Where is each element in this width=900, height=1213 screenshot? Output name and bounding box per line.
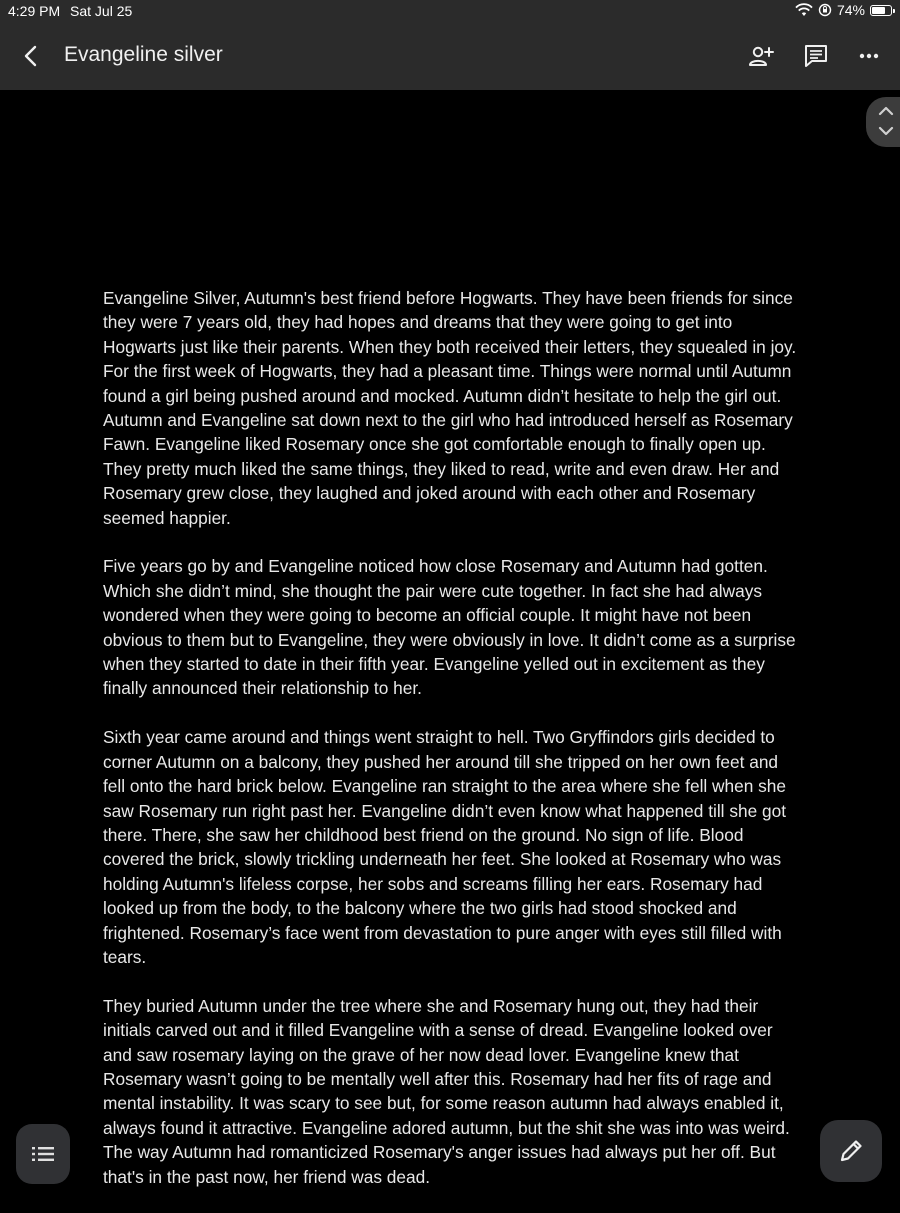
scroll-navigation	[866, 97, 900, 147]
pencil-icon	[838, 1138, 864, 1164]
battery-icon	[870, 5, 892, 16]
outline-list-icon	[32, 1146, 54, 1162]
document-paragraph: Sixth year came around and things went straight to hell. Two Gryffindors girls decided to corner Autumn on a balcony, they pushed her around till she tripped on her own feet and fell onto the hard brick below. Evangeline ran straight to the area where she fell when she saw Rosemary run right past her. Evangeline didn’t even know what happened till she got there. There, she saw her childhood best friend on the ground. No sign of life. Blood covered the brick, slowly trickling underneath her feet. She looked at Rosemary who was holding Autumn's lifeless corpse, her sobs and screams filling her ears. Rosemary had looked up from the body, to the balcony where the two girls had stood shocked and frightened. Rosemary’s face went from devastation to pure anger with eyes still filled with tears.	[103, 727, 787, 967]
add-person-icon	[747, 44, 775, 68]
more-options-button[interactable]	[852, 39, 886, 73]
status-time: 4:29 PM	[8, 3, 61, 19]
chevron-up-icon	[878, 106, 894, 116]
share-button[interactable]	[744, 39, 778, 73]
comments-button[interactable]	[799, 39, 833, 73]
document-body[interactable]	[103, 286, 803, 1213]
wifi-icon	[795, 3, 813, 17]
comment-icon	[804, 44, 828, 68]
status-date: Sat Jul 25	[70, 3, 133, 19]
edit-button[interactable]	[820, 1120, 882, 1182]
status-bar	[0, 0, 900, 22]
battery-percent: 74%	[836, 2, 865, 18]
back-button[interactable]	[14, 39, 48, 73]
orientation-lock-icon	[818, 3, 832, 17]
document-paragraph: They buried Autumn under the tree where she and Rosemary hung out, they had their initials carved out and it filled Evangeline with a sense of dread. Evangeline looked over and saw rosemary laying on the grave of her now dead lover. Evangeline knew that Rosemary wasn’t going to be mentally well after this. Rosemary had her fits of rage and mental instability. It was scary to see but, for some reason autumn had always enabled it, always found it attractive. Evangeline adored autumn, but the shit she was into was weird. The way Autumn had romanticized Rosemary's anger issues had always put her off. But that's in the past now, her friend was dead.	[103, 995, 790, 1187]
outline-button[interactable]	[16, 1124, 70, 1184]
battery-level-fill	[872, 7, 885, 14]
top-toolbar	[0, 22, 900, 90]
scroll-down-button[interactable]	[876, 122, 896, 140]
chevron-left-icon	[23, 45, 39, 67]
document-paragraph: Five years go by and Evangeline noticed how close Rosemary and Autumn had gotten. Which she didn’t mind, she thought the pair were cute together. In fact she had always wondered when they were going to become an official couple. It might have not been obvious to them but to Evangeline, they were obviously in love. It didn’t come as a surprise when they started to date in their fifth year. Evangeline yelled out in excitement as they finally announced their relationship to her.	[103, 556, 796, 699]
chevron-down-icon	[878, 126, 894, 136]
document-paragraph: Evangeline Silver, Autumn's best friend before Hogwarts. They have been friends for since they were 7 years old, they had hopes and dreams that they were going to get into Hogwarts just like their parents. When they both received their letters, they squealed in joy. For the first week of Hogwarts, they had a pleasant time. Things were normal until Autumn found a girl being pushed around and mocked. Autumn didn’t hesitate to help the girl out. Autumn and Evangeline sat down next to the girl who had introduced herself as Rosemary Fawn. Evangeline liked Rosemary once she got comfortable enough to finally open up. They pretty much liked the same things, they liked to read, write and even draw. Her and Rosemary grew close, they laughed and joked around with each other and Rosemary seemed happier.	[103, 288, 797, 528]
scroll-up-button[interactable]	[876, 102, 896, 120]
document-title: Evangeline silver	[64, 43, 223, 66]
more-horizontal-icon	[859, 53, 879, 59]
status-indicators	[795, 2, 892, 18]
